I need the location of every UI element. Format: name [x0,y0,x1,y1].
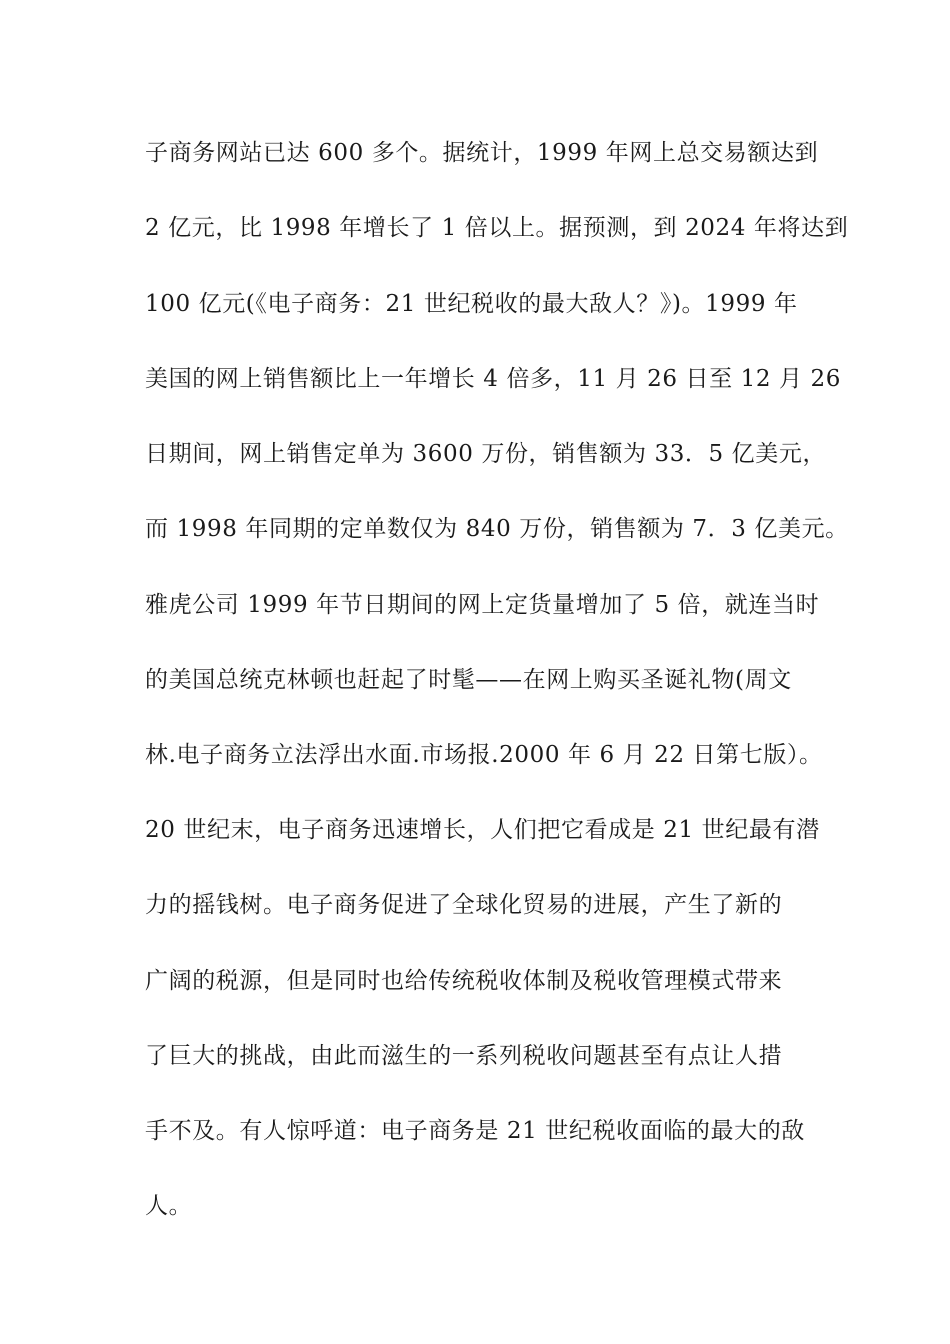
paragraph-line: 的美国总统克林顿也赶起了时髦——在网上购买圣诞礼物(周文 [145,667,792,693]
paragraph-line: 100 亿元(《电子商务：21 世纪税收的最大敌人？》)。1999 年 [145,291,798,317]
paragraph-line: 广阔的税源，但是同时也给传统税收体制及税收管理模式带来 [145,968,783,994]
paragraph-line: 而 1998 年同期的定单数仅为 840 万份，销售额为 7．3 亿美元。 [145,516,849,542]
paragraph-line: 2 亿元，比 1998 年增长了 1 倍以上。据预测，到 2024 年将达到 [145,215,849,241]
paragraph-line: 子商务网站已达 600 多个。据统计，1999 年网上总交易额达到 [145,140,819,166]
paragraph-line: 日期间，网上销售定单为 3600 万份，销售额为 33．5 亿美元， [145,441,827,467]
paragraph-line: 林.电子商务立法浮出水面.市场报.2000 年 6 月 22 日第七版）。 [145,742,823,768]
paragraph-line: 力的摇钱树。电子商务促进了全球化贸易的进展，产生了新的 [145,892,783,918]
paragraph-line: 了巨大的挑战，由此而滋生的一系列税收问题甚至有点让人措 [145,1043,783,1069]
paragraph-line: 美国的网上销售额比上一年增长 4 倍多，11 月 26 日至 12 月 26 [145,366,841,392]
paragraph-line: 雅虎公司 1999 年节日期间的网上定货量增加了 5 倍，就连当时 [145,592,820,618]
paragraph-line: 20 世纪末，电子商务迅速增长，人们把它看成是 21 世纪最有潜 [145,817,820,843]
paragraph-line: 人。 [145,1193,193,1219]
paragraph-line: 手不及。有人惊呼道：电子商务是 21 世纪税收面临的最大的敌 [145,1118,805,1144]
